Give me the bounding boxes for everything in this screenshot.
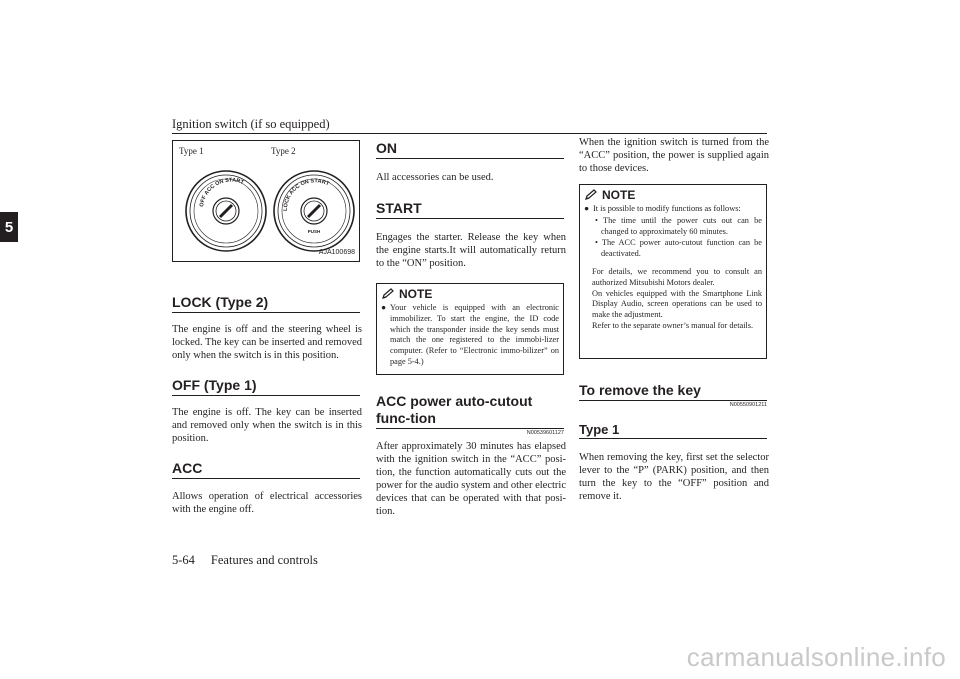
heading-rule bbox=[376, 218, 564, 219]
watermark: carmanualsonline.info bbox=[686, 642, 946, 672]
note-pencil-icon bbox=[584, 189, 598, 201]
note-paragraph: For details, we recommend you to consult an authorized Mitsubishi Motors dealer. bbox=[592, 266, 762, 287]
heading-off-type1: OFF (Type 1) bbox=[172, 377, 257, 393]
heading-rule bbox=[376, 158, 564, 159]
note-paragraph: Refer to the separate owner’s manual for details. bbox=[592, 320, 754, 330]
section-code: N00550901211 bbox=[729, 402, 767, 408]
heading-remove-key: To remove the key bbox=[579, 382, 701, 398]
acc-return-body: When the ignition switch is turned from the “ACC” position, the power is supplied again to those devices. bbox=[579, 137, 769, 174]
note-title: NOTE bbox=[399, 287, 433, 301]
figure-type1-label: Type 1 bbox=[179, 146, 204, 156]
heading-rule bbox=[172, 312, 360, 313]
svg-text:OFF ACC ON START bbox=[199, 178, 245, 208]
switch-type1-icon bbox=[186, 171, 266, 251]
heading-acc: ACC bbox=[172, 460, 203, 476]
heading-rule bbox=[579, 400, 767, 401]
heading-acc-cutout: ACC power auto-cutout func-tion bbox=[376, 393, 533, 426]
heading-start: START bbox=[376, 200, 422, 216]
ignition-switch-figure bbox=[172, 140, 360, 262]
note-paragraph: On vehicles equipped with the Smartphone Link Display Audio, screen operations can be used to make the adjustment. bbox=[592, 288, 762, 320]
note-title: NOTE bbox=[602, 188, 636, 202]
start-body: Engages the starter. Release the key when the engine starts.It will automatically return to the “ON” position. bbox=[376, 232, 566, 269]
svg-text:LOCK ACC ON START bbox=[283, 178, 331, 211]
note-box-acc-cutout bbox=[579, 184, 767, 359]
acc-body: Allows operation of electrical accessories with the engine off. bbox=[172, 491, 362, 515]
heading-type1: Type 1 bbox=[579, 422, 620, 437]
note-sub-item: • The ACC power auto-cutout function can be deactivated. bbox=[595, 238, 762, 259]
heading-rule bbox=[579, 438, 767, 439]
note-bullet-text: It is possible to modify functions as follows: bbox=[593, 204, 741, 213]
acc-cutout-body: After approximately 30 minutes has elapsed with the ignition switch in the “ACC” posi-tion, the function automatically cuts out the power for the audio system and other electric devices that can be operated with that posi-tion. bbox=[376, 441, 566, 517]
on-body: All accessories can be used. bbox=[376, 172, 494, 183]
page-footer bbox=[172, 553, 318, 568]
switch-type1-positions: OFF ACC ON START bbox=[199, 177, 245, 208]
note-sub-item: • The time until the power cuts out can be changed to approximately 60 minutes. bbox=[595, 215, 762, 236]
page-number: 5-64 bbox=[172, 553, 195, 567]
ignition-switch-illustration bbox=[173, 141, 359, 261]
figure-code: AJA100698 bbox=[318, 249, 355, 256]
heading-lock-type2: LOCK (Type 2) bbox=[172, 294, 269, 310]
heading-rule bbox=[376, 428, 564, 429]
figure-type2-label: Type 2 bbox=[271, 146, 296, 156]
page-header-title: Ignition switch (if so equipped) bbox=[172, 117, 330, 131]
switch-type2-icon bbox=[274, 171, 354, 251]
note-box-immobilizer bbox=[376, 283, 564, 375]
footer-section: Features and controls bbox=[210, 553, 318, 567]
heading-rule bbox=[172, 478, 360, 479]
off-body: The engine is off. The key can be inserted and removed only when the switch is in this position. bbox=[172, 407, 362, 444]
section-code: N00539601127 bbox=[526, 430, 564, 436]
bullet-icon: ● bbox=[381, 303, 387, 312]
heading-on: ON bbox=[376, 140, 397, 156]
chapter-tab: 5 bbox=[0, 212, 18, 242]
heading-rule bbox=[172, 395, 360, 396]
switch-type2-positions: LOCK ACC ON START bbox=[282, 178, 330, 212]
header-rule bbox=[172, 133, 767, 134]
note-pencil-icon bbox=[381, 288, 395, 300]
note-immobilizer-text: Your vehicle is equipped with an electronic immobilizer. To start the engine, the ID code which the transponder inside the key sends must match the one registered to the immobi-lizer computer. (Refer to “Electronic immo-bilizer” on page 5-4.) bbox=[390, 303, 559, 366]
lock-body: The engine is off and the steering wheel is locked. The key can be inserted and removed only when the switch is in this position. bbox=[172, 324, 362, 361]
type1-remove-body: When removing the key, first set the selector lever to the “P” (PARK) position, and then turn the key to the “OFF” position and remove it. bbox=[579, 452, 769, 502]
svg-text:PUSH: PUSH bbox=[307, 229, 321, 234]
bullet-icon: ● bbox=[584, 204, 590, 213]
